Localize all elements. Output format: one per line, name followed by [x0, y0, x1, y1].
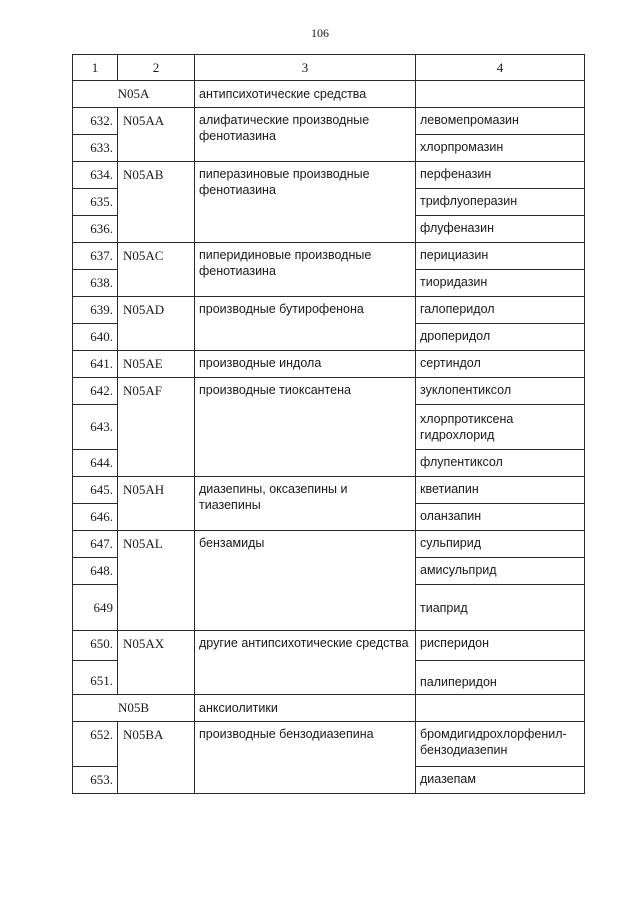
drug-name: перициазин [416, 243, 585, 270]
column-header: 3 [195, 55, 416, 81]
row-number: 650. [73, 631, 118, 661]
row-number: 640. [73, 324, 118, 351]
drug-name: кветиапин [416, 477, 585, 504]
row-number: 636. [73, 216, 118, 243]
empty-cell [416, 695, 585, 722]
group-code: N05B [73, 695, 195, 722]
drug-name: бромдигидрохлорфенил-бензодиазепин [416, 722, 585, 767]
drug-name: рисперидон [416, 631, 585, 661]
table-row [73, 162, 585, 189]
row-number: 653. [73, 767, 118, 794]
row-number: 652. [73, 722, 118, 767]
row-number: 637. [73, 243, 118, 270]
row-number: 642. [73, 378, 118, 405]
group-code: N05A [73, 81, 195, 108]
row-number: 646. [73, 504, 118, 531]
column-header: 4 [416, 55, 585, 81]
row-number: 647. [73, 531, 118, 558]
class-description: пиперазиновые производные фенотиазина [195, 162, 416, 243]
atc-code: N05AE [118, 351, 195, 378]
atc-code: N05AF [118, 378, 195, 477]
drug-name: сертиндол [416, 351, 585, 378]
atc-code: N05AD [118, 297, 195, 351]
group-name: антипсихотические средства [195, 81, 416, 108]
atc-code: N05AA [118, 108, 195, 162]
group-name: анксиолитики [195, 695, 416, 722]
drug-name: хлорпротиксена гидрохлорид [416, 405, 585, 450]
table-row [73, 722, 585, 767]
class-description: другие антипсихотические средства [195, 631, 416, 695]
atc-code: N05AC [118, 243, 195, 297]
table-row [73, 351, 585, 378]
atc-code: N05AB [118, 162, 195, 243]
drug-name: флуфеназин [416, 216, 585, 243]
drug-name: хлорпромазин [416, 135, 585, 162]
row-number: 644. [73, 450, 118, 477]
row-number: 639. [73, 297, 118, 324]
drug-name: тиаприд [416, 585, 585, 631]
row-number: 648. [73, 558, 118, 585]
drug-name: диазепам [416, 767, 585, 794]
class-description: производные бутирофенона [195, 297, 416, 351]
group-row [73, 81, 585, 108]
class-description: пиперидиновые производные фенотиазина [195, 243, 416, 297]
drug-name: левомепромазин [416, 108, 585, 135]
row-number: 634. [73, 162, 118, 189]
drug-name: флупентиксол [416, 450, 585, 477]
drug-name: тиоридазин [416, 270, 585, 297]
row-number: 641. [73, 351, 118, 378]
class-description: производные тиоксантена [195, 378, 416, 477]
drug-name: зуклопентиксол [416, 378, 585, 405]
atc-code: N05AL [118, 531, 195, 631]
drug-classification-table [72, 54, 585, 794]
class-description: алифатические производные фенотиазина [195, 108, 416, 162]
page-number: 106 [311, 26, 329, 40]
row-number: 635. [73, 189, 118, 216]
row-number: 632. [73, 108, 118, 135]
table-row [73, 243, 585, 270]
row-number: 638. [73, 270, 118, 297]
row-number: 649 [73, 585, 118, 631]
drug-name: перфеназин [416, 162, 585, 189]
row-number: 645. [73, 477, 118, 504]
table-row [73, 477, 585, 504]
group-row [73, 695, 585, 722]
row-number: 643. [73, 405, 118, 450]
class-description: производные бензодиазепина [195, 722, 416, 794]
table-row [73, 108, 585, 135]
class-description: диазепины, оксазепины и тиазепины [195, 477, 416, 531]
table-row [73, 378, 585, 405]
drug-name: сульпирид [416, 531, 585, 558]
empty-cell [416, 81, 585, 108]
table-header-row [73, 55, 585, 81]
row-number: 633. [73, 135, 118, 162]
drug-name: оланзапин [416, 504, 585, 531]
atc-code: N05BA [118, 722, 195, 794]
drug-name: галоперидол [416, 297, 585, 324]
drug-name: дроперидол [416, 324, 585, 351]
drug-name: трифлуоперазин [416, 189, 585, 216]
class-description: бензамиды [195, 531, 416, 631]
atc-code: N05AX [118, 631, 195, 695]
row-number: 651. [73, 661, 118, 695]
column-header: 2 [118, 55, 195, 81]
column-header: 1 [73, 55, 118, 81]
class-description: производные индола [195, 351, 416, 378]
drug-name: палиперидон [416, 661, 585, 695]
table-row [73, 297, 585, 324]
table-row [73, 631, 585, 661]
atc-code: N05AH [118, 477, 195, 531]
table-row [73, 531, 585, 558]
drug-name: амисульприд [416, 558, 585, 585]
